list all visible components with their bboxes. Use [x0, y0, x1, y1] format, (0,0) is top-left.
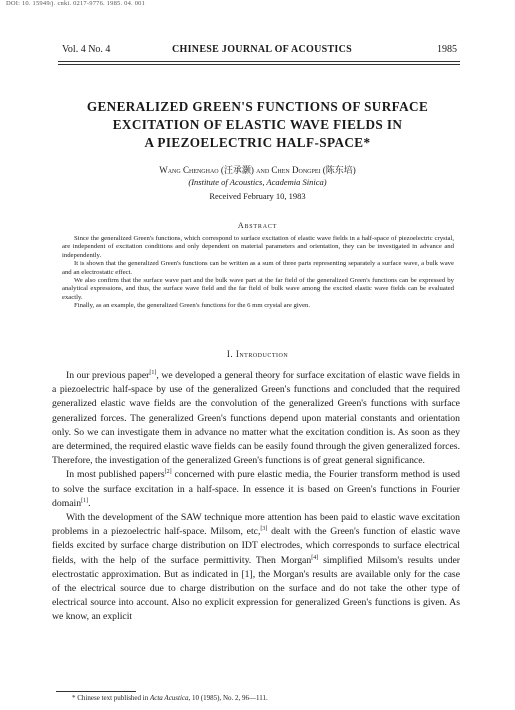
section-title: Introduction — [235, 349, 289, 359]
body-p2-text-b: concerned with pure elastic media, the Fourier transform method is used to solve the surface excitation in a half-space. In essence it is based on Green's functions in Fourier domain — [52, 469, 460, 509]
abstract-paragraph-3: We also confirm that the surface wave part and the bulk wave part at the far field of the generalized Green's functions can be expressed by analytical expressions, and thus, the surface wave field and the far field of bulk wave among the excited elastic wave fields can be evaluated exactly. — [62, 277, 454, 301]
header-rule-thick — [58, 61, 460, 62]
paper-title — [50, 98, 465, 152]
author-2: Chen Dongpei — [271, 165, 321, 175]
header-rule-thin — [58, 64, 460, 65]
body-p3-text-c: simplified Milsom's results under electrostatic approximation. But as indicated in [1], the Morgan's results are available only for the case of the electrical source due to charge distribution on the surface and do not take the other type of electrical source into account. Also no explicit expression for generalized Green's functions is given. As we know, an explicit — [52, 554, 461, 623]
body-paragraph-3 — [52, 511, 460, 625]
body-p1-text-b: , we developed a general theory for surface excitation of elastic wave fields in a piezoelectric half-space by use of the generalized Green's functions and concluded that the required generalized elastic wave fields are the convolution of the generalized Green's functions with surface generalized forces. The generalized Green's functions depend upon material constants and orientation only. So we can investigate them in advance no matter what the excitation condition is. As soon as they are determined, the required elastic wave fields can be easily found through the given generalized forces. Therefore, the investigation of the generalized Green's functions is of great general significance. — [52, 370, 460, 467]
received-date: Received February 10, 1983 — [209, 191, 306, 201]
title-line-3: A PIEZOELECTRIC HALF-SPACE* — [144, 135, 371, 150]
citation-ref: [2] — [164, 469, 172, 476]
affiliation: (Institute of Acoustics, Academia Sinica) — [188, 177, 327, 187]
abstract-paragraph-4: Finally, as an example, the generalized Green's functions for the 6 mm crystal are given. — [74, 302, 311, 310]
title-line-2: EXCITATION OF ELASTIC WAVE FIELDS IN — [112, 117, 403, 132]
footnote-rule — [56, 691, 136, 692]
section-number: I. — [226, 349, 234, 359]
footnote — [72, 694, 268, 702]
body-p3-text-a: With the development of the SAW technique more attention has been paid to elastic wave excitation problems in a piezoelectric half-space. Milsom, etc, — [52, 512, 460, 538]
running-header — [62, 44, 457, 58]
body-p2-text-c: . — [88, 497, 91, 509]
doi-line: DOI: 10. 15949/j. cnki. 0217-9776. 1985. 04. 001 — [6, 0, 146, 7]
title-line-1: GENERALIZED GREEN'S FUNCTIONS OF SURFACE — [86, 99, 429, 114]
footnote-text-before: * Chinese text published in — [72, 694, 150, 702]
body-p3-text-b: dealt with the Green's function of elastic wave fields excited by surface charge distribution on IDT electrodes, which corresponds to surface electrical fields, with the help of the surface permittivity. Then Morgan — [52, 526, 461, 566]
abstract-paragraph-1: Since the generalized Green's functions, which correspond to surface excitation of elastic wave fields in a half-space of piezoelectric crystal, are independent of excitation conditions and only dependent on material parameters and orientation, they can be investigated in advance and independently. — [62, 235, 454, 259]
footnote-text-after: , 10 (1985), No. 2, 96—111. — [188, 694, 268, 702]
publication-year: 1985 — [437, 44, 457, 55]
citation-ref: [1] — [149, 369, 157, 376]
body-text — [52, 369, 460, 625]
abstract-paragraph-2: It is shown that the generalized Green's functions can be written as a sum of three parts representing separately a surface wave, a bulk wave and an electrostatic effect. — [62, 260, 454, 276]
abstract-heading: Abstract — [237, 221, 278, 230]
footnote-journal: Acta Acustica — [149, 694, 189, 702]
section-heading — [50, 349, 465, 359]
volume-number: Vol. 4 No. 4 — [62, 44, 111, 55]
body-paragraph-2 — [52, 468, 460, 511]
author-1: Wang Chenghao — [159, 165, 219, 175]
body-p1-text-a: In our previous paper — [66, 370, 150, 381]
citation-ref: [4] — [311, 554, 319, 561]
citation-ref: [3] — [260, 526, 268, 532]
body-paragraph-1 — [52, 369, 460, 468]
body-p2-text-a: In most published papers — [66, 469, 165, 481]
author-1-chinese: (汪承灏) — [220, 165, 254, 175]
author-line — [50, 163, 465, 176]
citation-ref: [1] — [81, 497, 89, 504]
abstract-body — [62, 235, 454, 311]
author-2-chinese: (陈东培) — [322, 165, 356, 175]
journal-name: CHINESE JOURNAL OF ACOUSTICS — [172, 44, 353, 55]
author-conjunction: and — [256, 165, 270, 175]
